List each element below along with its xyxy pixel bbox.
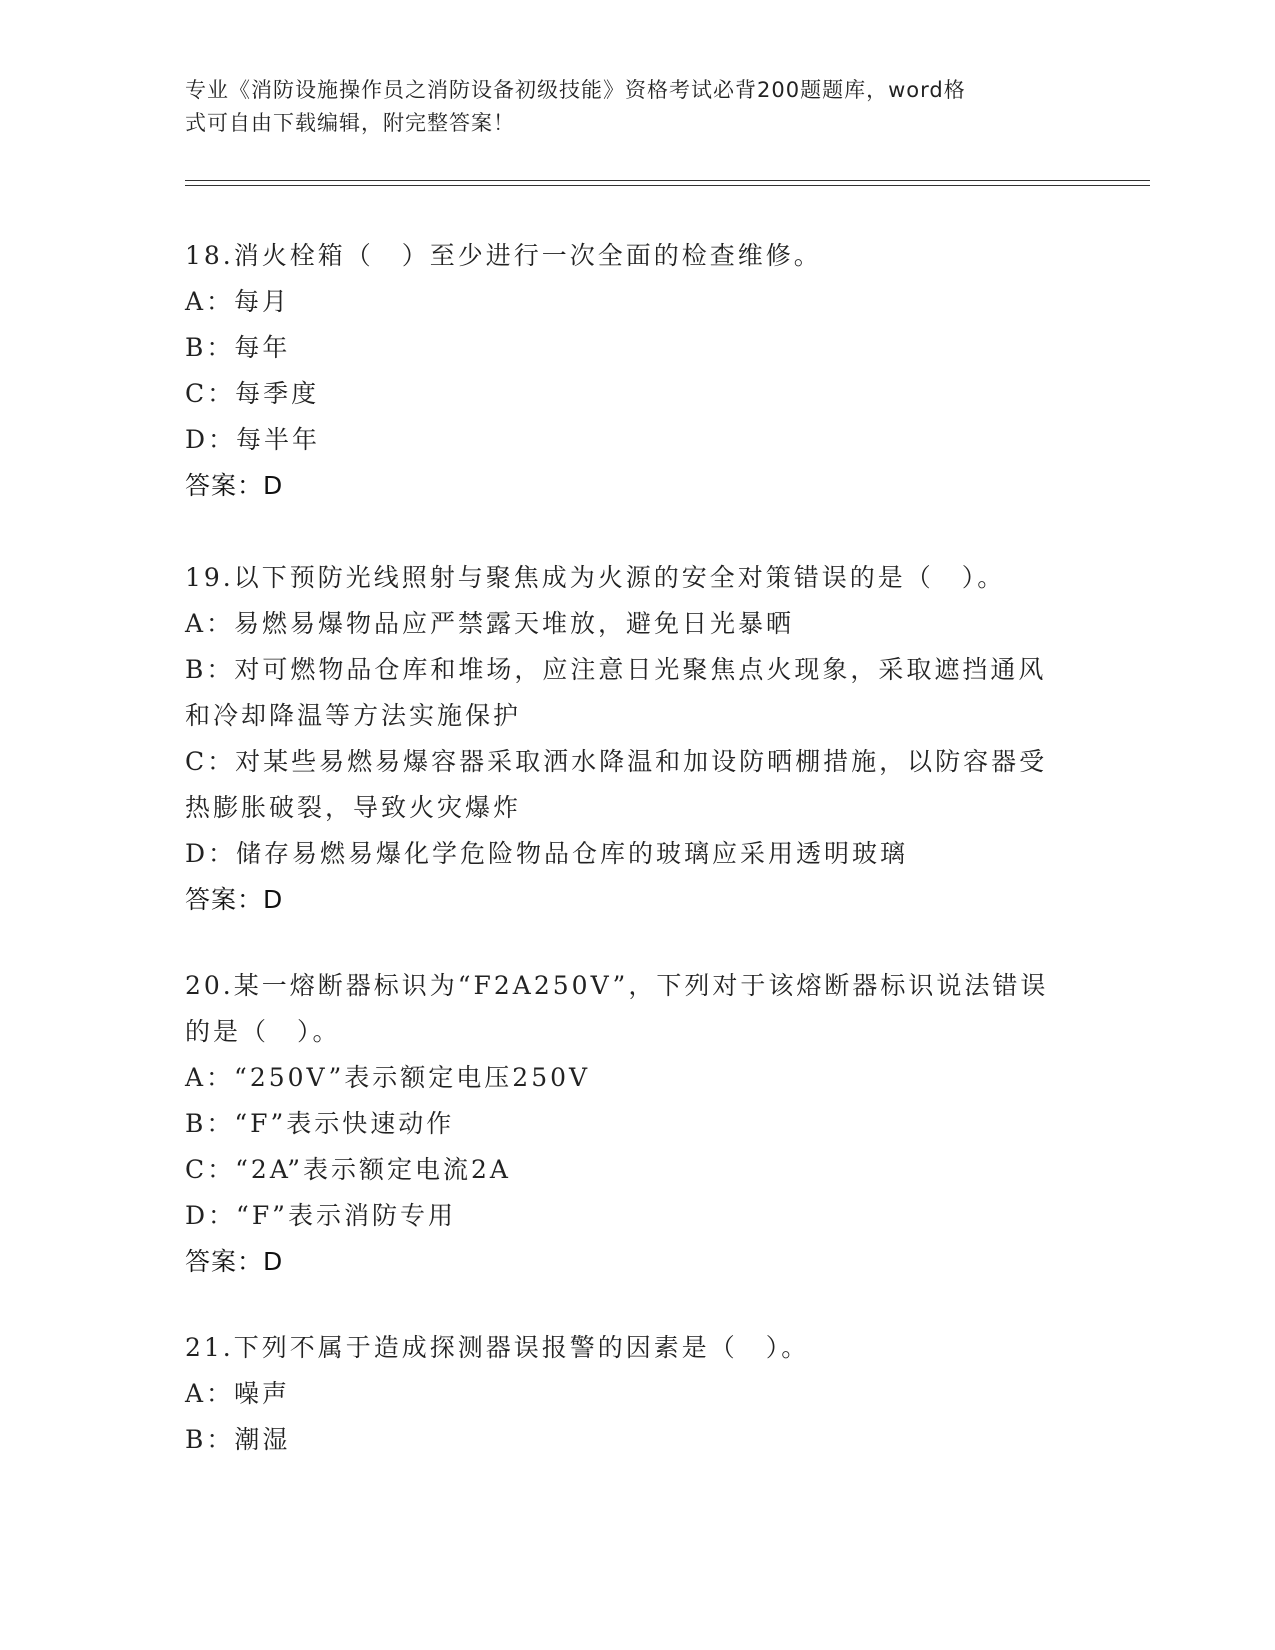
option-b: B：潮湿 xyxy=(185,1425,291,1454)
option-c: C：每季度 xyxy=(185,379,320,408)
option-a: A：每月 xyxy=(185,287,291,316)
option-b: B：“F”表示快速动作 xyxy=(185,1109,455,1138)
option-c: C：对某些易燃易爆容器采取洒水降温和加设防晒棚措施，以防容器受 xyxy=(185,747,1048,776)
option-c-continued: 热膨胀破裂，导致火灾爆炸 xyxy=(185,793,522,822)
question-stem-continued: 的是（ ）。 xyxy=(185,1017,341,1046)
question-stem: 21.下列不属于造成探测器误报警的因素是（ ）。 xyxy=(185,1333,810,1362)
header-divider-top xyxy=(185,180,1150,181)
option-b-continued: 和冷却降温等方法实施保护 xyxy=(185,701,522,730)
answer-label: 答案：D xyxy=(185,1247,284,1276)
header-line-2: 式可自由下载编辑，附完整答案！ xyxy=(185,111,515,135)
answer-label: 答案：D xyxy=(185,885,284,914)
question-20 xyxy=(185,963,1085,1285)
question-21 xyxy=(185,1325,1085,1463)
option-d: D：“F”表示消防专用 xyxy=(185,1201,456,1230)
option-a: A：易燃易爆物品应严禁露天堆放，避免日光暴晒 xyxy=(185,609,795,638)
question-18 xyxy=(185,233,1085,509)
option-a: A：“250V”表示额定电压250V xyxy=(185,1063,591,1092)
question-19 xyxy=(185,555,1085,923)
question-stem: 20.某一熔断器标识为“F2A250V”，下列对于该熔断器标识说法错误 xyxy=(185,971,1049,1000)
option-d: D：储存易燃易爆化学危险物品仓库的玻璃应采用透明玻璃 xyxy=(185,839,909,868)
option-d: D：每半年 xyxy=(185,425,321,454)
answer-label: 答案：D xyxy=(185,471,284,500)
option-b: B：对可燃物品仓库和堆场，应注意日光聚焦点火现象，采取遮挡通风 xyxy=(185,655,1047,684)
option-c: C：“2A”表示额定电流2A xyxy=(185,1155,511,1184)
document-header xyxy=(185,74,1065,140)
question-stem: 19.以下预防光线照射与聚焦成为火源的安全对策错误的是（ ）。 xyxy=(185,563,1006,592)
option-b: B：每年 xyxy=(185,333,291,362)
question-stem: 18.消火栓箱（ ）至少进行一次全面的检查维修。 xyxy=(185,241,822,270)
header-line-1: 专业《消防设施操作员之消防设备初级技能》资格考试必背200题题库，word格 xyxy=(185,78,966,102)
header-divider-bottom xyxy=(185,185,1150,186)
option-a: A：噪声 xyxy=(185,1379,291,1408)
